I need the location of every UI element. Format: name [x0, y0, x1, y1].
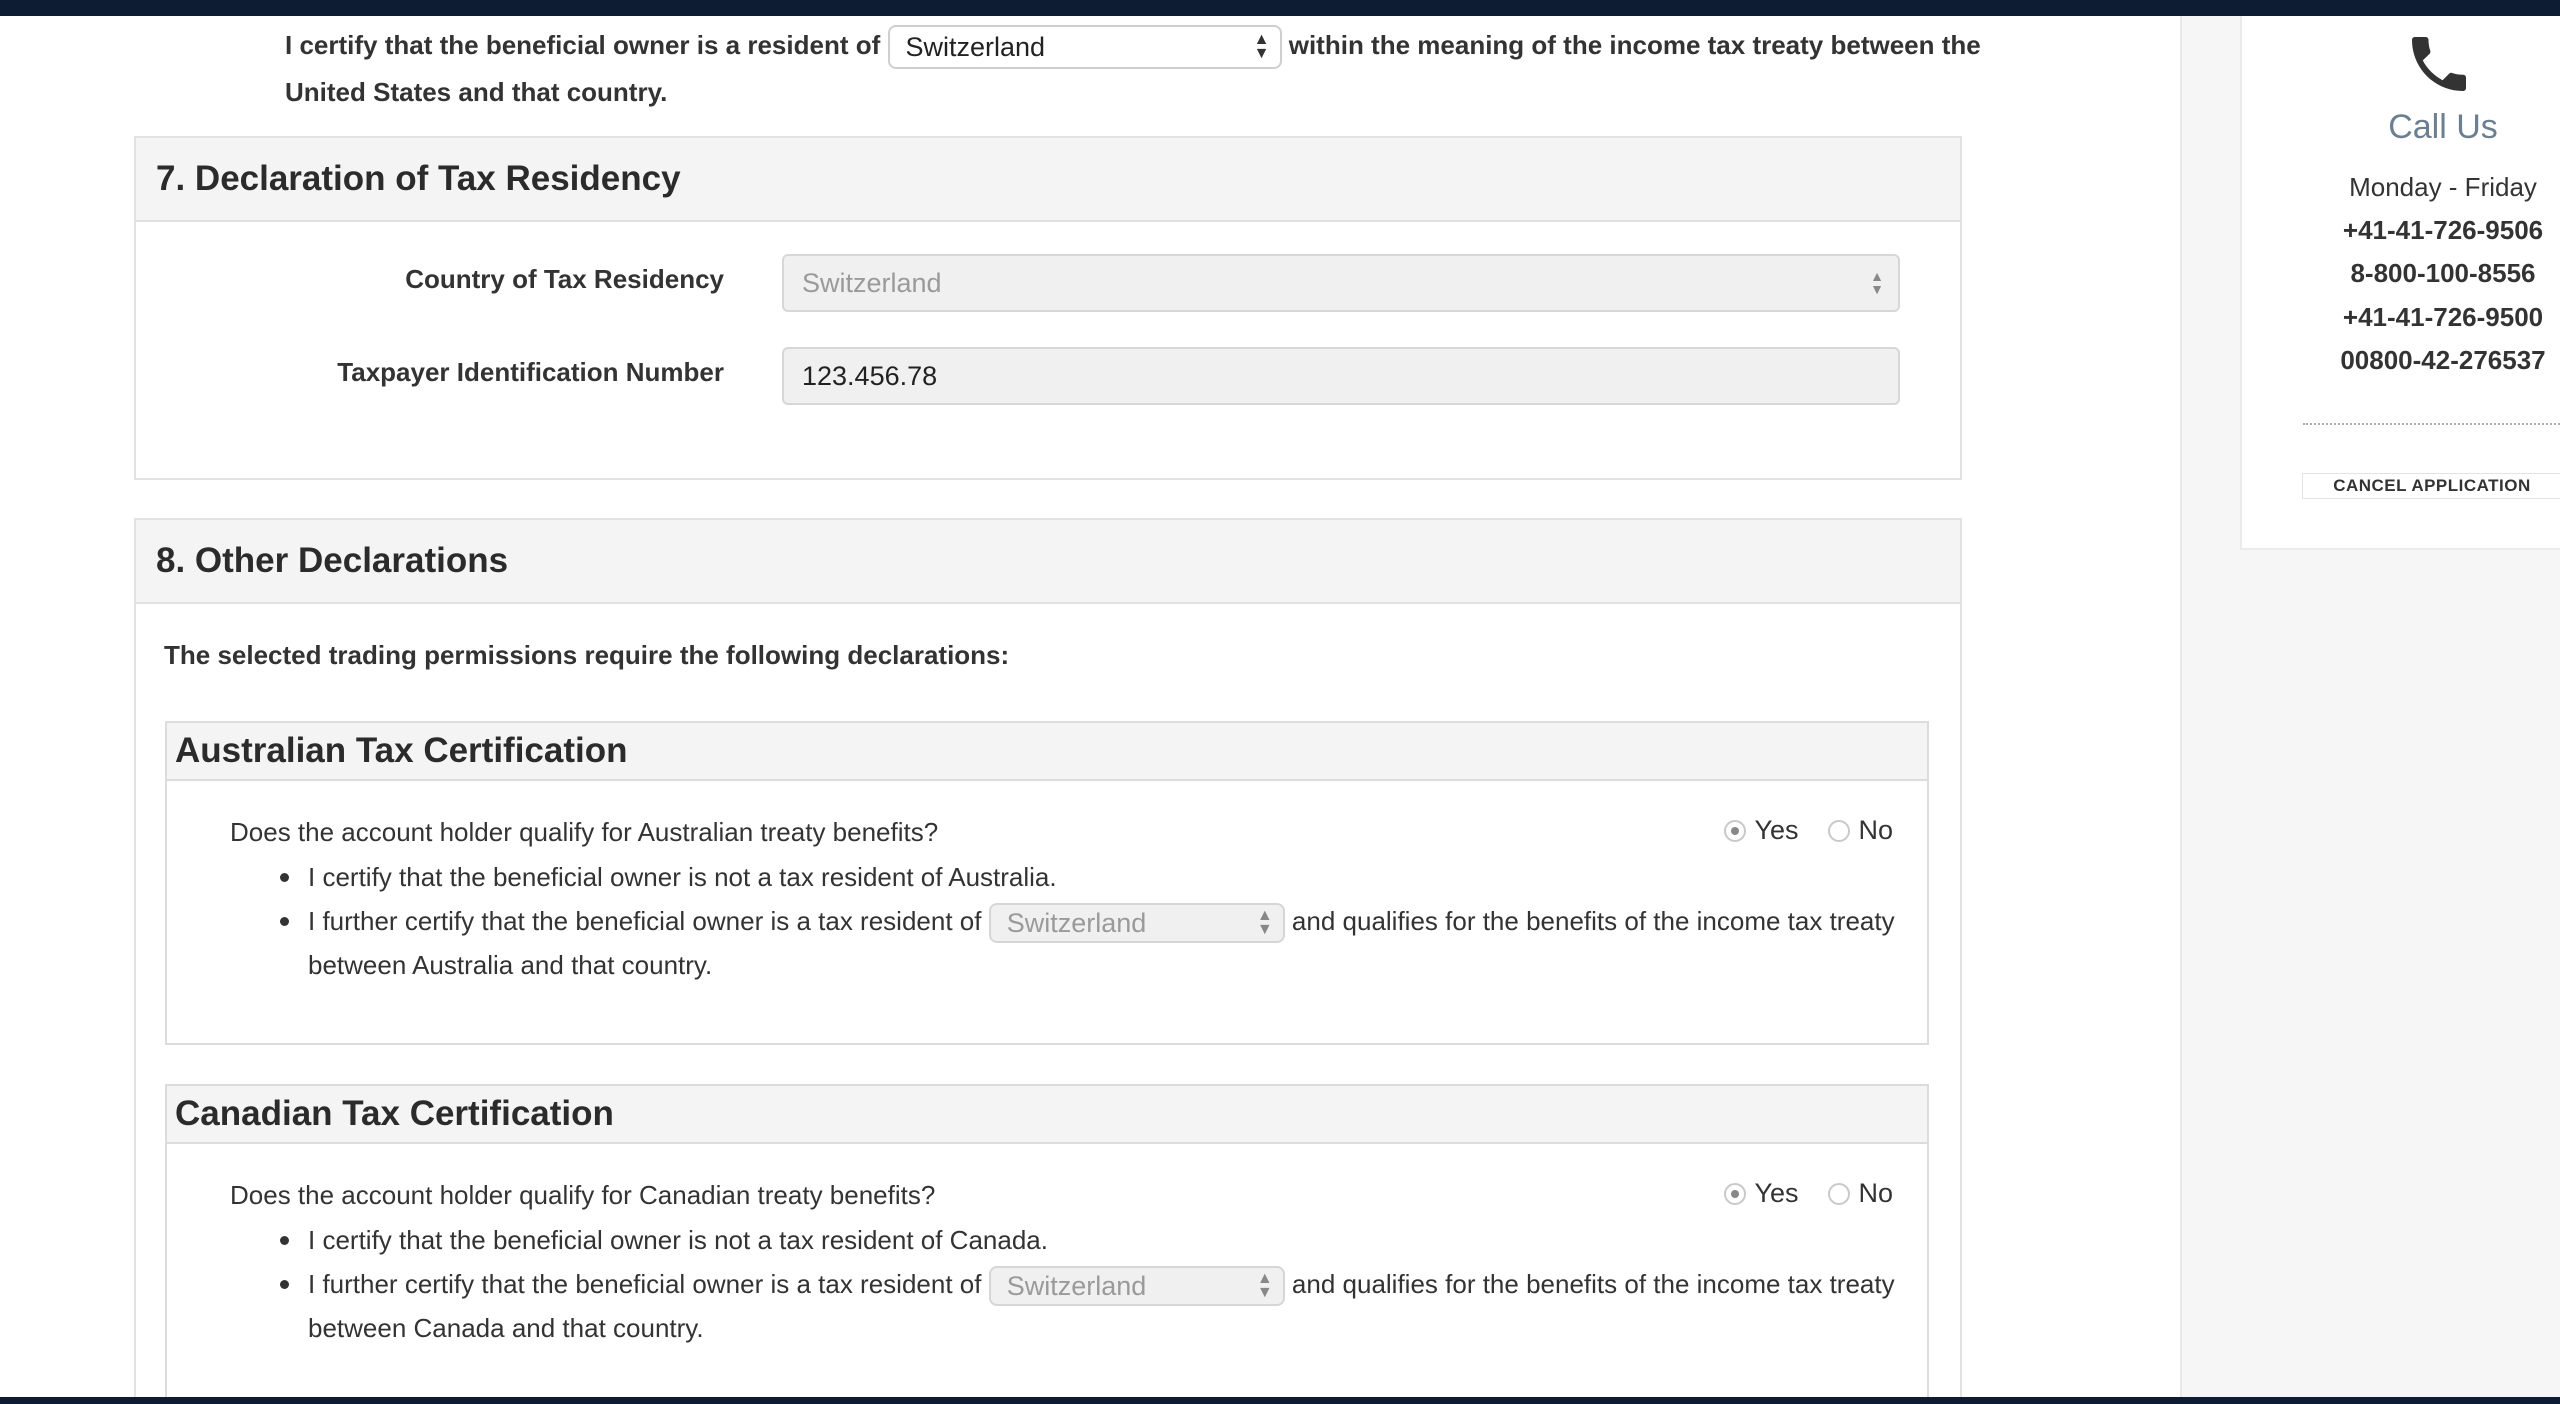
phone-number[interactable]: 8-800-100-8556: [2350, 258, 2536, 288]
australian-residency-country-select[interactable]: [989, 903, 1285, 943]
phone-number[interactable]: 00800-42-276537: [2340, 345, 2546, 375]
business-hours: Monday - Friday: [2349, 172, 2537, 202]
tin-input[interactable]: [782, 347, 1900, 405]
cancel-application-button[interactable]: CANCEL APPLICATION: [2302, 473, 2560, 499]
declarations-intro: The selected trading permissions require the following declarations:: [164, 640, 1010, 670]
bullet-icon: [280, 1236, 289, 1245]
select-arrows-icon: ▲ ▼: [1256, 907, 1273, 939]
australian-treaty-question: Does the account holder qualify for Australian treaty benefits?: [230, 817, 939, 847]
canadian-cert-list: [308, 1218, 1908, 1350]
phone-icon: [2403, 28, 2475, 100]
phone-number[interactable]: +41-41-726-9506: [2342, 215, 2544, 245]
select-arrows-icon: ▲ ▼: [1253, 31, 1270, 63]
bullet-text: I further certify that the beneficial owner is a tax resident of: [308, 906, 982, 936]
bottom-bar: [0, 1397, 2560, 1404]
australian-no-radio[interactable]: [1828, 820, 1850, 842]
call-us-title: Call Us: [2388, 108, 2498, 146]
top-bar: [0, 0, 2560, 16]
treaty-certification-statement: [285, 22, 1985, 115]
bullet-text: and qualifies for the benefits of the income tax treaty between Canada and that country.: [308, 1269, 1895, 1344]
canadian-no-radio[interactable]: [1828, 1183, 1850, 1205]
select-arrows-icon: ▲ ▼: [1256, 1270, 1273, 1302]
australian-cert-list: [308, 855, 1908, 987]
phone-number[interactable]: +41-41-726-9500: [2342, 302, 2544, 332]
bullet-icon: [280, 917, 289, 926]
bullet-icon: [280, 873, 289, 882]
bullet-text: I certify that the beneficial owner is not a tax resident of Australia.: [308, 862, 1057, 892]
canadian-residency-country-value: Switzerland: [1006, 1271, 1147, 1302]
list-item: [308, 855, 1908, 899]
select-arrows-icon: ▲ ▼: [1870, 268, 1884, 297]
treaty-country-select[interactable]: [888, 25, 1282, 69]
canadian-treaty-question: Does the account holder qualify for Canadian treaty benefits?: [230, 1180, 936, 1210]
bullet-icon: [280, 1280, 289, 1289]
bullet-text: and qualifies for the benefits of the income tax treaty between Australia and that country.: [308, 906, 1895, 981]
tin-label: Taxpayer Identification Number: [337, 357, 724, 387]
tax-residency-header: [136, 138, 1960, 222]
canadian-tax-certification: [165, 1084, 1929, 1404]
canadian-yes-radio[interactable]: [1724, 1183, 1746, 1205]
subsection-title: Canadian Tax Certification: [175, 1094, 614, 1133]
cert-text-before: I certify that the beneficial owner is a resident of: [285, 30, 881, 60]
bullet-text: I certify that the beneficial owner is not a tax resident of Canada.: [308, 1225, 1048, 1255]
yes-label: Yes: [1754, 815, 1799, 845]
country-of-tax-residency-label: Country of Tax Residency: [405, 264, 724, 294]
list-item: [308, 1262, 1908, 1350]
treaty-country-value: Switzerland: [905, 32, 1046, 63]
no-label: No: [1858, 1178, 1893, 1208]
australian-tax-certification: [165, 721, 1929, 1045]
list-item: [308, 1218, 1908, 1262]
divider: [2303, 423, 2560, 425]
australian-cert-header: [167, 723, 1927, 781]
canadian-cert-header: [167, 1086, 1927, 1144]
country-of-tax-residency-value: Switzerland: [802, 267, 942, 298]
australian-residency-country-value: Switzerland: [1006, 908, 1147, 939]
no-label: No: [1858, 815, 1893, 845]
tin-value: 123.456.78: [802, 360, 938, 391]
country-of-tax-residency-select[interactable]: [782, 254, 1900, 312]
other-declarations-header: [136, 520, 1960, 604]
yes-label: Yes: [1754, 1178, 1799, 1208]
australian-treaty-radio-group: [1724, 815, 1893, 846]
subsection-title: Australian Tax Certification: [175, 731, 628, 770]
cert-text-after: within the meaning of the income tax treaty between the United States and that country.: [285, 30, 1981, 108]
australian-yes-radio[interactable]: [1724, 820, 1746, 842]
bullet-text: I further certify that the beneficial owner is a tax resident of: [308, 1269, 982, 1299]
section-title: 7. Declaration of Tax Residency: [156, 159, 681, 198]
canadian-residency-country-select[interactable]: [989, 1266, 1285, 1306]
list-item: [308, 899, 1908, 987]
canadian-treaty-radio-group: [1724, 1178, 1893, 1209]
section-title: 8. Other Declarations: [156, 541, 509, 580]
